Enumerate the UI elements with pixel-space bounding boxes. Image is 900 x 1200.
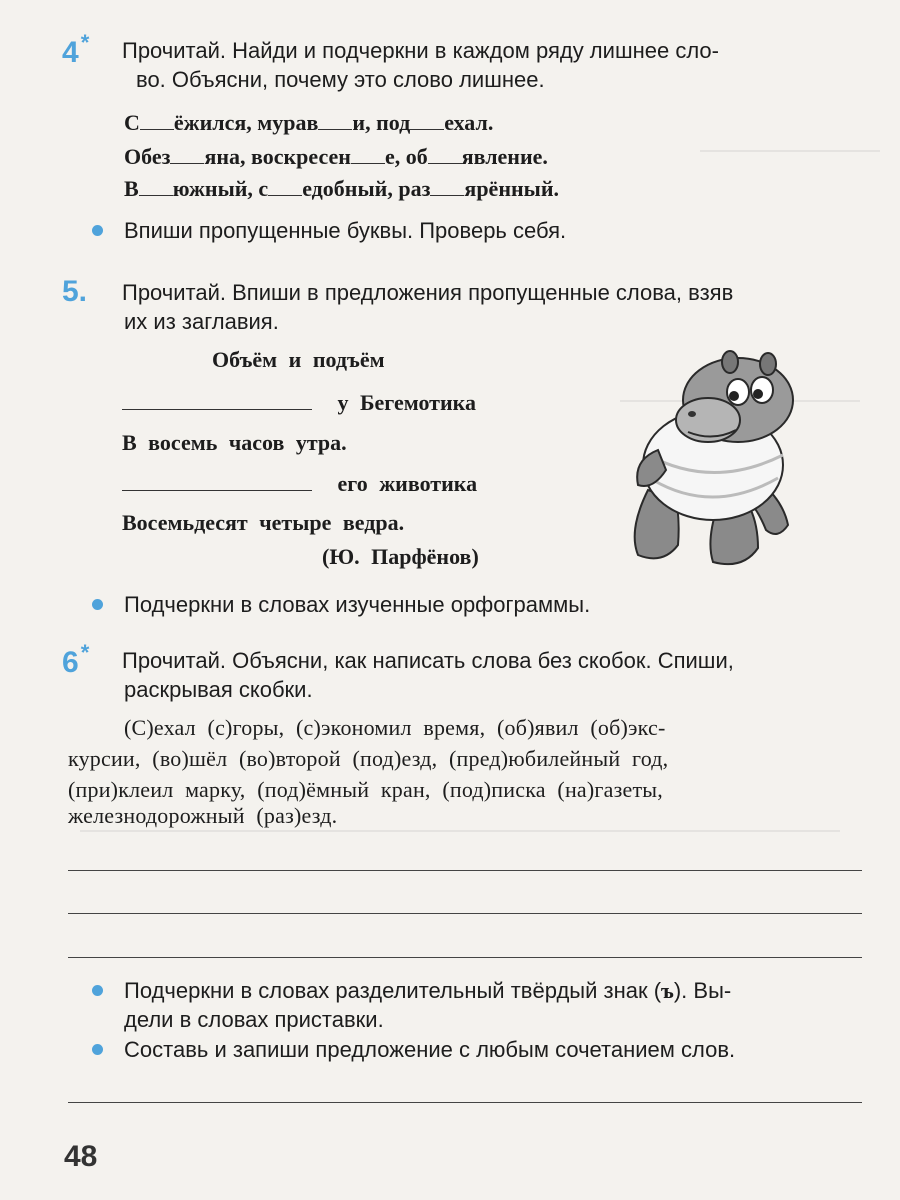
poem-title: Объём и подъём bbox=[212, 347, 385, 372]
missing-letter-blank bbox=[268, 195, 302, 196]
task6-text-line: (С)ехал (с)горы, (с)экономил время, (об)явил (об)экс- bbox=[124, 715, 666, 740]
task6-text-line: железнодорожный (раз)езд. bbox=[68, 803, 338, 828]
task6-instruction-line1: Прочитай. Объясни, как написать слова без скобок. Спиши, bbox=[122, 648, 734, 673]
task6-star: * bbox=[80, 640, 90, 665]
task4-bullet-text: Впиши пропущенные буквы. Проверь себя. bbox=[124, 218, 567, 243]
page-number: 48 bbox=[64, 1140, 98, 1173]
task6-number: 6* bbox=[62, 640, 90, 679]
bullet-icon bbox=[92, 985, 103, 996]
poem-line: В восемь часов утра. bbox=[122, 430, 347, 455]
task6-bullet2: Составь и запиши предложение с любым сочетанием слов. bbox=[124, 1037, 736, 1062]
poem-line: его животика bbox=[122, 471, 477, 497]
fill-in-blank bbox=[122, 490, 312, 491]
poem-line: Восемьдесят четыре ведра. bbox=[122, 510, 405, 535]
task5-number: 5. bbox=[62, 275, 88, 308]
task4-word-row: С ёжился, мурав и, под ехал. bbox=[124, 110, 494, 135]
task5-instruction-line1: Прочитай. Впиши в предложения пропущенные слова, взяв bbox=[122, 280, 734, 305]
task4-star: * bbox=[80, 30, 90, 55]
task6-bullet1-line1: Подчеркни в словах разделительный твёрдый знак (ъ). Вы- bbox=[124, 978, 732, 1003]
bullet-icon bbox=[92, 1044, 103, 1055]
missing-letter-blank bbox=[351, 163, 385, 164]
task6-text-line: курсии, (во)шёл (во)второй (под)езд, (пред)юбилейный год, bbox=[68, 746, 669, 771]
task5-instruction-line2: их из заглавия. bbox=[124, 309, 279, 334]
writing-line[interactable] bbox=[68, 1102, 862, 1103]
hard-sign: ъ bbox=[661, 978, 674, 1003]
task5-bullet-text: Подчеркни в словах изученные орфограммы. bbox=[124, 592, 591, 617]
missing-letter-blank bbox=[428, 163, 462, 164]
task4-word-row: Обез яна, воскресен е, об явление. bbox=[124, 144, 548, 169]
missing-letter-blank bbox=[318, 129, 352, 130]
task6-bullet1-line2: дели в словах приставки. bbox=[124, 1007, 384, 1032]
task4-word-row: В южный, с едобный, раз ярённый. bbox=[124, 176, 560, 201]
task4-number: 4* bbox=[62, 30, 90, 69]
bullet-icon bbox=[92, 225, 103, 236]
missing-letter-blank bbox=[430, 195, 464, 196]
missing-letter-blank bbox=[139, 195, 173, 196]
writing-line[interactable] bbox=[68, 957, 862, 958]
task6-instruction-line2: раскрывая скобки. bbox=[124, 677, 313, 702]
bullet-icon bbox=[92, 599, 103, 610]
task4-instruction-line1: Прочитай. Найди и подчеркни в каждом ряду лишнее сло- bbox=[122, 38, 719, 63]
missing-letter-blank bbox=[140, 129, 174, 130]
missing-letter-blank bbox=[170, 163, 204, 164]
writing-line[interactable] bbox=[68, 870, 862, 871]
fill-in-blank bbox=[122, 409, 312, 410]
hippo-icon bbox=[618, 340, 818, 570]
missing-letter-blank bbox=[410, 129, 444, 130]
writing-line[interactable] bbox=[68, 913, 862, 914]
task6-text-line: (при)клеил марку, (под)ёмный кран, (под)писка (на)газеты, bbox=[68, 777, 663, 802]
poem-author: (Ю. Парфёнов) bbox=[322, 544, 479, 569]
poem-line: у Бегемотика bbox=[122, 390, 476, 416]
task4-instruction-line2: во. Объясни, почему это слово лишнее. bbox=[136, 67, 545, 92]
